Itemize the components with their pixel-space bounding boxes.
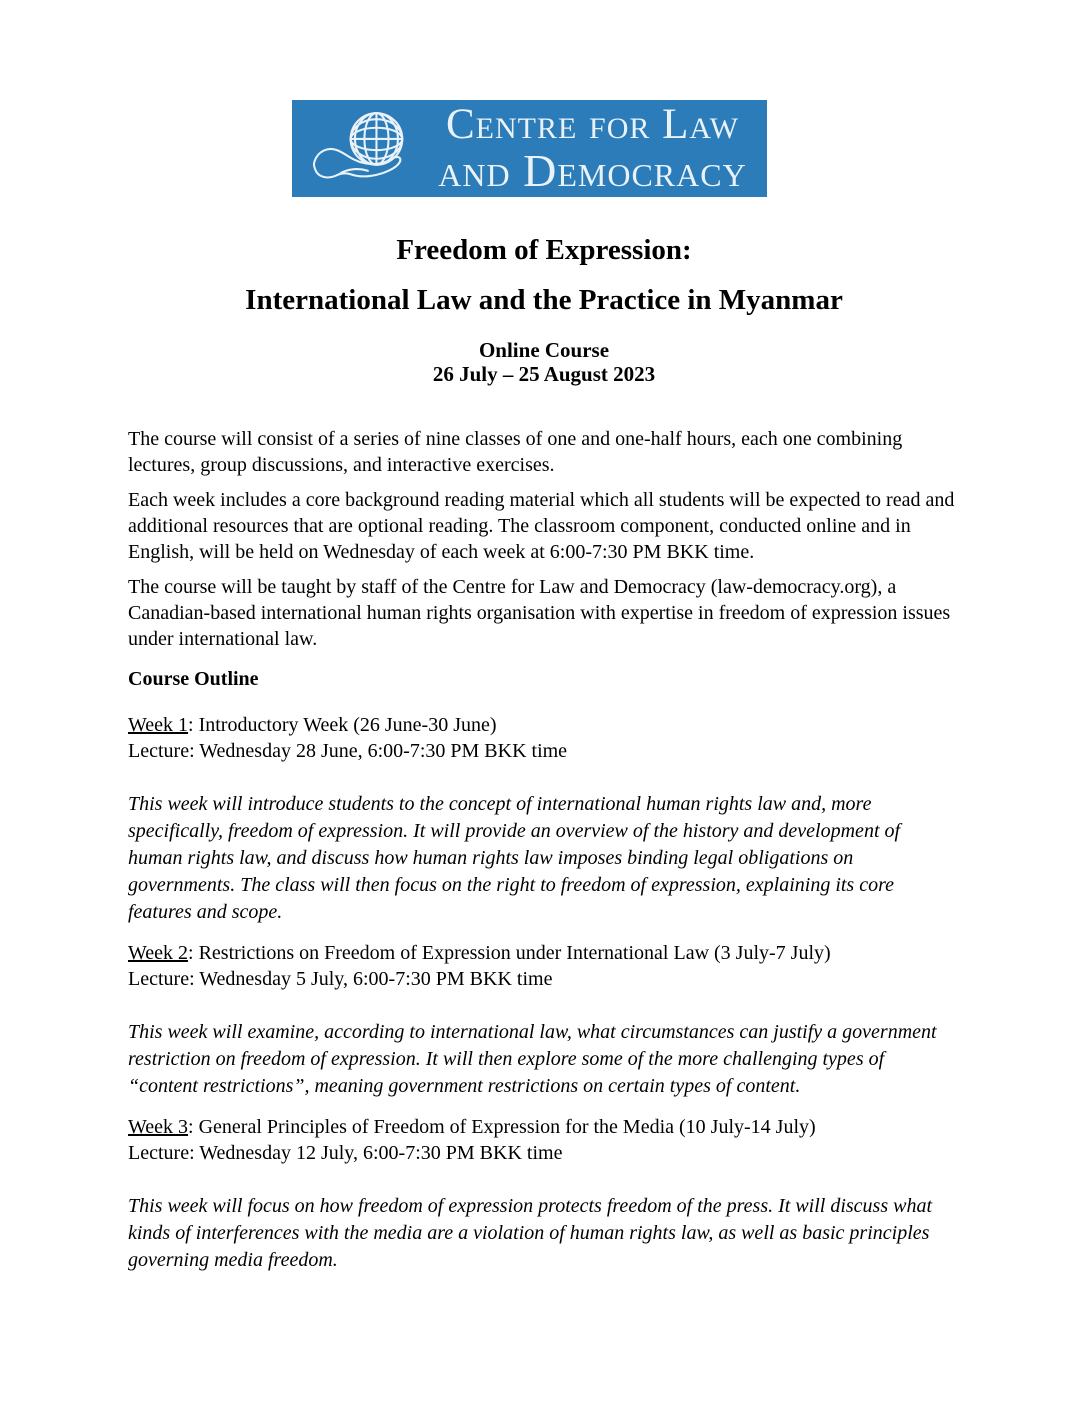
week-1-description: This week will introduce students to the concept of international human rights law and, more specifically, freedom of expression. It will provide an overview of the history and development of human rights law, and discuss how human rights law imposes binding legal obligations on governments. The class will then focus on the right to freedom of expression, explaining its core features and scope.	[128, 793, 901, 923]
week-1-lecture: Lecture: Wednesday 28 June, 6:00-7:30 PM BKK time	[128, 740, 568, 762]
week-3-title: : General Principles of Freedom of Expression for the Media (10 July-14 July)	[188, 1116, 816, 1138]
week-2-lecture: Lecture: Wednesday 5 July, 6:00-7:30 PM BKK time	[128, 968, 553, 990]
week-1-title: : Introductory Week (26 June-30 June)	[188, 714, 497, 736]
document-body	[0, 426, 1088, 1274]
week-3-lecture: Lecture: Wednesday 12 July, 6:00-7:30 PM BKK time	[128, 1142, 563, 1164]
week-2-description: This week will examine, according to international law, what circumstances can justify a government restriction on freedom of expression. It will then explore some of the more challenging types of “content restrictions”, meaning government restrictions on certain types of content.	[128, 1021, 937, 1097]
document-title-line1: Freedom of Expression:	[396, 234, 692, 266]
logo-text-line2: and Democracy	[438, 145, 747, 196]
week-3-heading	[128, 1114, 958, 1166]
week-3-label: Week 3	[128, 1116, 189, 1138]
subtitle-course-type: Online Course	[478, 338, 610, 362]
document-title-line2: International Law and the Practice in Myanmar	[245, 284, 843, 316]
logo-text	[428, 103, 757, 194]
week-2-title: : Restrictions on Freedom of Expression under International Law (3 July-7 July)	[188, 942, 831, 964]
intro-paragraph-3: The course will be taught by staff of the Centre for Law and Democracy (law-democracy.org), a Canadian-based international human rights organisation with expertise in freedom of expression issues under international law.	[128, 576, 951, 650]
week-1-label: Week 1	[128, 714, 189, 736]
course-outline-heading: Course Outline	[128, 668, 259, 690]
intro-paragraph-2: Each week includes a core background reading material which all students will be expected to read and additional resources that are optional reading. The classroom component, conducted online and in English, will be held on Wednesday of each week at 6:00-7:30 PM BKK time.	[128, 489, 955, 563]
week-2-heading	[128, 940, 958, 992]
week-1-heading	[128, 712, 958, 764]
subtitle-course-dates: 26 July – 25 August 2023	[432, 362, 656, 386]
logo-text-line1: Centre for Law	[445, 101, 740, 148]
week-3-description: This week will focus on how freedom of expression protects freedom of the press. It will discuss what kinds of interferences with the media are a violation of human rights law, as well as basic principles governing media freedom.	[128, 1195, 933, 1271]
intro-paragraph-1: The course will consist of a series of nine classes of one and one-half hours, each one combining lectures, group discussions, and interactive exercises.	[128, 428, 903, 476]
course-subtitle	[0, 338, 1088, 386]
week-2-label: Week 2	[128, 942, 189, 964]
cld-logo-banner	[292, 100, 767, 197]
hand-holding-globe-icon	[308, 108, 426, 194]
